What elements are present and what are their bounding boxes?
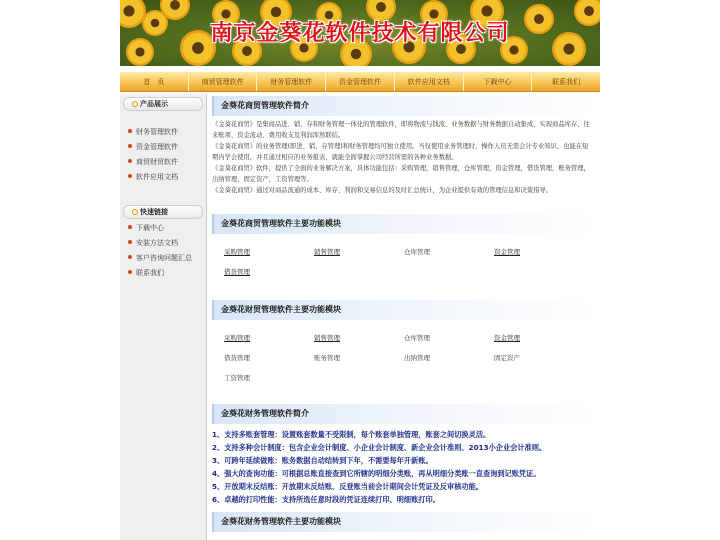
- link-warehouse[interactable]: 仓库管理: [404, 248, 430, 256]
- nav-trade-software[interactable]: 商贸管理软件: [189, 72, 258, 91]
- link-funds[interactable]: 资金管理: [494, 248, 520, 256]
- bullet-icon: [128, 159, 132, 163]
- trade-modules-panel: [212, 214, 594, 286]
- bullet-icon: [128, 144, 132, 148]
- bullet-icon: [128, 270, 132, 274]
- sidebar-item-label: 商贸财贸软件: [136, 158, 178, 166]
- sidebar-item-label: 客户咨询问题汇总: [136, 254, 192, 262]
- link-purchase[interactable]: 采购管理: [224, 248, 250, 256]
- feature-item: 6、卓越的打印性能：支持所选任意时段的凭证连续打印、明细账打印。: [212, 495, 440, 504]
- link-borrow[interactable]: 借货管理: [224, 268, 250, 276]
- feature-item: 5、开放期末反结账：开放期末反结账、反登账当前会计期间会计凭证及反审核功能。: [212, 482, 483, 491]
- feature-item: 4、强大的查询功能：可根据总账直接查到它所辖的明细分类账，再从明细分类账一直查询到记账凭证。: [212, 469, 541, 478]
- link-warehouse[interactable]: 仓库管理: [404, 334, 430, 342]
- products-list: [120, 111, 206, 185]
- finance-trade-modules-links: [212, 320, 594, 388]
- quick-links-title: 快速链接: [140, 208, 168, 216]
- finance-modules-title: 金葵花财务管理软件主要功能模块: [212, 512, 594, 532]
- link-payroll[interactable]: 工资管理: [224, 374, 250, 382]
- nav-contact[interactable]: 联系我们: [552, 78, 581, 86]
- bullet-icon: [128, 129, 132, 133]
- link-accounts[interactable]: 账务管理: [314, 354, 340, 362]
- finance-trade-modules-panel: [212, 300, 594, 390]
- sidebar-item-label: 下载中心: [136, 224, 164, 232]
- nav-home[interactable]: 首 页: [120, 72, 189, 91]
- sidebar-item-fund[interactable]: [128, 140, 206, 155]
- intro-paragraph: 《金葵花商贸》软件，提供了全面的业务解决方案，具体功能包括：采购管理，销售管理，仓库管理，资金管理，借货管理，账务管理，出纳管理，固定资产，工资管理等。: [212, 165, 590, 183]
- products-title: 产品展示: [140, 100, 168, 108]
- main-nav: [120, 72, 600, 92]
- sidebar-item-finance[interactable]: [128, 125, 206, 140]
- bullet-icon: [128, 174, 132, 178]
- nav-fund-software[interactable]: 资金管理软件: [326, 72, 395, 91]
- circle-icon: [132, 101, 138, 107]
- finance-features-list: [212, 424, 594, 506]
- company-name: 南京金葵花软件技术有限公司: [210, 20, 510, 46]
- feature-item: 3、可跨年延续做账：账务数据自动结转到下年，不需要每年开新账。: [212, 456, 433, 465]
- feature-item: 2、支持多种会计制度：包含企业会计制度、小企业会计制度、新企业会计准则、2013小企业会计准则。: [212, 443, 547, 452]
- sidebar-divider: [206, 94, 207, 540]
- link-funds[interactable]: 资金管理: [494, 334, 520, 342]
- nav-finance-software[interactable]: 财务管理软件: [257, 72, 326, 91]
- circle-icon: [132, 209, 138, 215]
- quick-links-header: [123, 205, 203, 219]
- intro-text: [212, 116, 594, 196]
- nav-download[interactable]: 下载中心: [464, 72, 533, 91]
- intro-paragraph: 《金葵花商贸》的业务管理(即进、销、存管理)和财务管理均可独立使用。当仅使用业务管理时，操作人员无需会计专业知识，也能在短期内学会使用，并且通过相应的业务报表，就能全面掌握公司经营所需的各种业务数据。: [212, 143, 589, 161]
- products-header: [123, 97, 203, 111]
- sidebar-item-label: 安装方法文档: [136, 239, 178, 247]
- link-borrow[interactable]: 借货管理: [224, 354, 250, 362]
- finance-intro-panel: [212, 404, 594, 504]
- sidebar: [120, 94, 206, 540]
- trade-modules-links: [212, 234, 594, 282]
- sidebar-item-download[interactable]: [128, 221, 206, 236]
- bullet-icon: [128, 225, 132, 229]
- sidebar-item-install-docs[interactable]: [128, 236, 206, 251]
- link-cashier[interactable]: 出纳管理: [404, 354, 430, 362]
- quick-links-list: [120, 219, 206, 281]
- bullet-icon: [128, 255, 132, 259]
- link-fixed-assets[interactable]: 固定资产: [494, 354, 520, 362]
- link-sales[interactable]: 销售管理: [314, 248, 340, 256]
- sidebar-item-label: 资金管理软件: [136, 143, 178, 151]
- feature-item: 1、支持多账套管理：设置账套数量不受限制，每个账套单独管理，账套之间切换灵活。: [212, 430, 491, 439]
- sidebar-item-faq[interactable]: [128, 251, 206, 266]
- sidebar-item-docs[interactable]: [128, 170, 206, 185]
- finance-trade-modules-title: 金葵花财贸管理软件主要功能模块: [212, 300, 594, 320]
- finance-modules-panel: [212, 512, 594, 540]
- nav-docs[interactable]: 软件应用文档: [395, 72, 464, 91]
- page-wrapper: [120, 0, 600, 540]
- bullet-icon: [128, 240, 132, 244]
- intro-panel: [212, 96, 594, 206]
- sidebar-item-label: 财务管理软件: [136, 128, 178, 136]
- banner: [120, 0, 600, 66]
- finance-intro-title: 金葵花财务管理软件简介: [212, 404, 594, 424]
- link-purchase[interactable]: 采购管理: [224, 334, 250, 342]
- trade-modules-title: 金葵花商贸管理软件主要功能模块: [212, 214, 594, 234]
- sidebar-item-contact[interactable]: [128, 266, 206, 281]
- sidebar-item-label: 软件应用文档: [136, 173, 178, 181]
- intro-paragraph: 《金葵花商贸》是集商品进、销、存和财务管理一体化的管理软件，即将物流与钱流、业务数据与财务数据自动集成，实现商品库存、往来账项、资金流动、费用收支及利润浑然联结。: [212, 121, 590, 139]
- intro-paragraph: 《金葵花商贸》通过对商品流通的成本、库存、利润和交易信息的及时汇总统计，为企业提供有效的管理信息和决策指导。: [212, 187, 553, 194]
- sidebar-item-trade[interactable]: [128, 155, 206, 170]
- link-sales[interactable]: 销售管理: [314, 334, 340, 342]
- intro-title: 金葵花商贸管理软件简介: [212, 96, 594, 116]
- sidebar-item-label: 联系我们: [136, 269, 164, 277]
